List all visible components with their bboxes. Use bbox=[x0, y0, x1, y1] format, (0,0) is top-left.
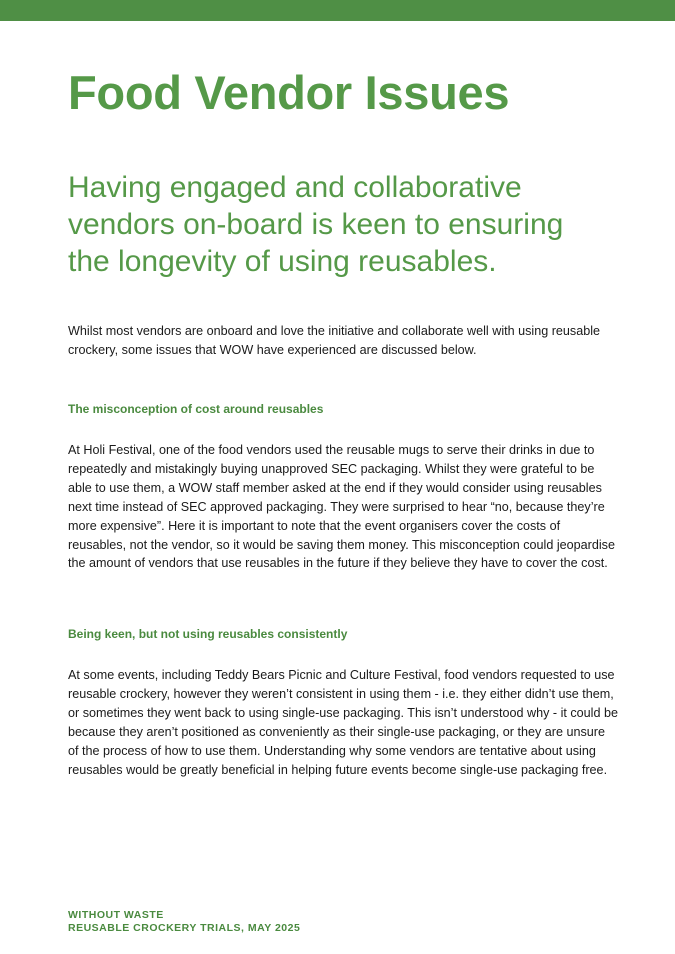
footer-organisation: WITHOUT WASTE bbox=[68, 909, 164, 921]
page-title: Food Vendor Issues bbox=[68, 66, 510, 119]
top-accent-bar bbox=[0, 0, 675, 21]
section-body-cost-misconception: At Holi Festival, one of the food vendors used the reusable mugs to serve their drinks in due to repeatedly and mistakingly buying unapproved SEC packaging. Whilst they were grateful to be able to use them, a WOW staff member asked at the end if they would consider using reusables next time instead of SEC approved packaging. They were surprised to hear “no, because they’re more expensive”. Here it is important to note that the event organisers cover the costs of reusables, not the vendor, so it would be saving them money. This misconception could jeopardise the amount of vendors that use reusables in the future if they believe they have to cover the cost. bbox=[68, 443, 615, 571]
intro-paragraph: Whilst most vendors are onboard and love the initiative and collaborate well with using reusable crockery, some issues that WOW have experienced are discussed below. bbox=[68, 324, 601, 357]
footer-report-title: REUSABLE CROCKERY TRIALS, MAY 2025 bbox=[68, 922, 301, 934]
page-subtitle: Having engaged and collaborative vendors on-board is keen to ensuring the longevity of using reusables. bbox=[68, 171, 564, 278]
section-heading-cost-misconception: The misconception of cost around reusables bbox=[68, 402, 324, 416]
section-body-inconsistent-use: At some events, including Teddy Bears Picnic and Culture Festival, food vendors requested to use reusable crockery, however they weren’t consistent in using them - i.e. they either didn’t use them, or sometimes they went back to using single-use packaging. This isn’t understood why - it could be because they aren’t positioned as conveniently as their single-use packaging, or they are unsure of the process of how to use them. Understanding why some vendors are tentative about using reusables would be greatly beneficial in helping future events become single-use packaging free. bbox=[68, 668, 618, 777]
section-heading-inconsistent-use: Being keen, but not using reusables consistently bbox=[68, 627, 348, 641]
page-footer bbox=[68, 909, 300, 935]
